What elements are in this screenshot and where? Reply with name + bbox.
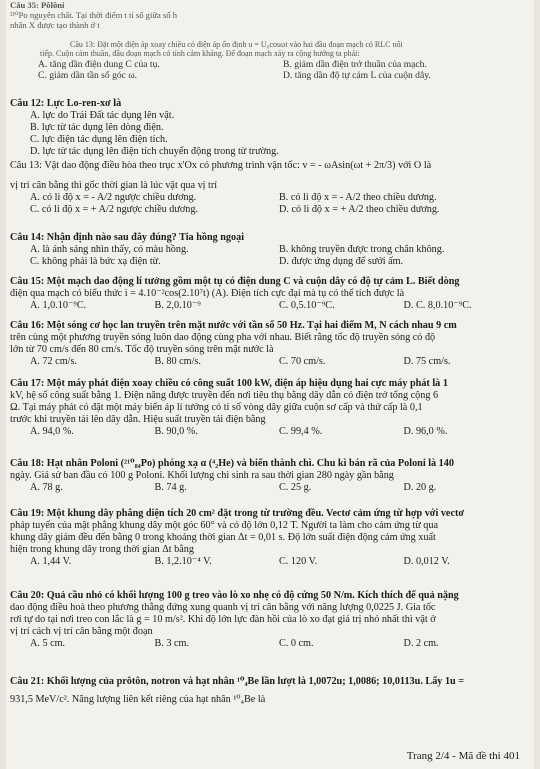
q14-option-a: A. là ánh sáng nhìn thấy, có màu hồng. [30, 244, 189, 256]
q13f-option-d: D. tăng dần độ tự cảm L của cuộn dây. [283, 70, 431, 82]
question-12 [10, 98, 528, 158]
question-15 [10, 276, 528, 312]
q17-option-d: D. 96,0 %. [403, 426, 448, 438]
question-18 [10, 458, 528, 494]
q15-option-d: D. C. 8,0.10⁻⁹C. [403, 300, 472, 312]
q13f-option-c: C. giảm dần tần số góc ω. [38, 70, 138, 82]
question-14 [10, 232, 528, 268]
q20-option-c: C. 0 cm. [279, 638, 314, 650]
exam-page [6, 0, 534, 769]
q14-option-c: C. không phải là bức xạ điện từ. [30, 256, 161, 268]
q17-option-b: B. 90,0 %. [154, 426, 198, 438]
q19-stem-3: khung dây giảm đều đến bằng 0 trong khoảng thời gian Δt = 0,01 s. Độ lớn suất điện động cảm ứng xuất [10, 532, 436, 544]
q18-stem-1: Câu 18: Hạt nhân Poloni (²¹⁰₈₄Po) phóng xạ α (⁴₂He) và biến thành chì. Chu kì bán rã của Poloni là 140 [10, 458, 454, 469]
q19-option-b: B. 1,2.10⁻⁴ V. [154, 556, 212, 568]
header-fragment [10, 0, 528, 30]
q20-option-a: A. 5 cm. [30, 638, 66, 650]
page-footer: Trang 2/4 - Mã đề thi 401 [406, 750, 520, 763]
q16-option-d: D. 75 cm/s. [403, 356, 451, 368]
q15-option-b: B. 2,0.10⁻⁹ [154, 300, 201, 312]
header-line-3: nhân X được tạo thành ở t [10, 20, 100, 31]
q12-option-d: D. lực từ tác dụng lên điện tích chuyển động trong từ trường. [30, 146, 279, 158]
q14-option-b: B. không truyền được trong chân không. [279, 244, 445, 256]
q19-option-a: A. 1,44 V. [30, 556, 72, 568]
q15-stem-2: điện qua mạch có biểu thức i = 4.10⁻²cos(2.10⁷t) (A). Điện tích cực đại mà tụ có thể tích được là [10, 288, 405, 300]
q19-stem-2: pháp tuyến của mặt phẳng khung dây một góc 60° và có độ lớn 0,12 T. Người ta làm cho cảm ứng từ qua [10, 520, 438, 532]
question-19 [10, 508, 528, 568]
q13-option-d: D. có li độ x = + A/2 theo chiều dương. [279, 204, 440, 216]
q18-option-c: C. 25 g. [279, 482, 312, 494]
q18-option-d: D. 20 g. [403, 482, 437, 494]
q15-stem-1: Câu 15: Một mạch dao động lí tưởng gồm một tụ có điện dung C và cuộn dây có độ tự cảm L. Biết dòng [10, 276, 460, 287]
q17-stem-3: Ω. Tại máy phát có đặt một máy biến áp lí tưởng có tỉ số vòng dây giữa cuộn sơ cấp và thứ cấp là 0,1 [10, 402, 423, 414]
q20-stem-4: vị trí cách vị trí cân bằng một đoạn [10, 626, 153, 638]
question-13 [10, 160, 528, 216]
q12-option-c: C. lực điện tác dụng lên điện tích. [30, 134, 168, 146]
q16-option-a: A. 72 cm/s. [30, 356, 77, 368]
q13-fragment-line-b: tiếp. Cuộn cảm thuần, đầu đoạn mạch có tính cảm kháng. Để đoạn mạch xảy ra cộng hưởng ta phải: [40, 49, 360, 59]
q12-stem: Câu 12: Lực Lo-ren-xơ là [10, 98, 122, 109]
q19-stem-4: hiện trong khung dây trong thời gian Δt bằng [10, 544, 194, 556]
q13-stem-1: Câu 13: Vật dao động điều hòa theo trục x'Ox có phương trình vận tốc: v = - ωAsin(ωt + 2π/3) với O là [10, 160, 432, 171]
q17-stem-4: trước khi truyền tải lên dây dẫn. Hiệu suất truyền tải điện bằng [10, 414, 266, 426]
q20-stem-3: rơi tự do tại nơi treo con lắc là g = 10 m/s². Khi độ lớn lực đàn hồi của lò xo đạt giá trị nhỏ nhất thì vật ở [10, 614, 436, 626]
question-21 [10, 676, 528, 706]
question-17 [10, 378, 528, 438]
header-line-2: ²¹⁰Po nguyên chất. Tại thời điểm t tỉ số giữa số h [10, 10, 178, 21]
q19-stem-1: Câu 19: Một khung dây phẳng diện tích 20 cm² đặt trong từ trường đều. Vectơ cảm ứng từ hợp với vectơ [10, 508, 464, 519]
q14-option-d: D. được ứng dụng để sưởi ấm. [279, 256, 404, 268]
q17-stem-1: Câu 17: Một máy phát điện xoay chiều có công suất 100 kW, điện áp hiệu dụng hai cực máy phát là 1 [10, 378, 448, 389]
q17-stem-2: kV, hệ số công suất bằng 1. Điện năng được truyền đến nơi tiêu thụ bằng dây dẫn có điện trở tổng cộng 6 [10, 390, 439, 402]
q13-stem-2: vị trí cân bằng thì gốc thời gian là lúc vật qua vị trí [10, 180, 218, 192]
q18-option-a: A. 78 g. [30, 482, 63, 494]
q21-stem-1: Câu 21: Khối lượng của prôtôn, notron và hạt nhân ¹⁰₄Be lần lượt là 1,0072u; 1,0086; 10,0113u. Lấy 1u = [10, 676, 465, 687]
q13-fragment [10, 40, 528, 82]
q12-option-b: B. lực từ tác dụng lên dòng điện. [30, 122, 164, 134]
q18-option-b: B. 74 g. [154, 482, 187, 494]
q13f-option-b: B. giảm dần điện trở thuần của mạch. [283, 58, 427, 70]
q13-option-b: B. có li độ x = - A/2 theo chiều dương. [279, 192, 437, 204]
q13-fragment-line-a: Câu 13: Đặt một điện áp xoay chiều có điện áp ổn định u = U₀cosωt vào hai đầu đoạn mạch có RLC nối [70, 40, 403, 49]
q17-option-c: C. 99,4 %. [279, 426, 323, 438]
q13f-option-a: A. tăng dần điện dung C của tụ. [38, 58, 160, 70]
q15-option-c: C. 0,5.10⁻⁹C. [279, 300, 335, 312]
q17-option-a: A. 94,0 %. [30, 426, 74, 438]
q20-option-b: B. 3 cm. [154, 638, 190, 650]
q18-stem-2: ngày. Giả sử ban đầu có 100 g Poloni. Khối lượng chì sinh ra sau thời gian 280 ngày gần bằng [10, 470, 394, 482]
header-line-1: Câu 35: Pôlôni [10, 0, 65, 10]
q14-stem: Câu 14: Nhận định nào sau đây đúng? Tia hồng ngoại [10, 232, 245, 243]
question-20 [10, 590, 528, 650]
q16-option-c: C. 70 cm/s. [279, 356, 326, 368]
q19-option-d: D. 0,012 V. [403, 556, 450, 568]
q20-stem-1: Câu 20: Quả cầu nhỏ có khối lượng 100 g treo vào lò xo nhẹ có độ cứng 50 N/m. Kích thích để quả nặng [10, 590, 459, 601]
q20-stem-2: dao động điều hoà theo phương thẳng đứng xung quanh vị trí cân bằng với năng lượng 0,0225 J. Gia tốc [10, 602, 436, 614]
q19-option-c: C. 120 V. [279, 556, 318, 568]
question-16 [10, 320, 528, 368]
q16-stem-1: Câu 16: Một sóng cơ học lan truyền trên mặt nước với tần số 50 Hz. Tại hai điểm M, N cách nhau 9 cm [10, 320, 457, 331]
q13-option-c: C. có li độ x = + A/2 ngược chiều dương. [30, 204, 198, 216]
q15-option-a: A. 1,0.10⁻⁹C. [30, 300, 87, 312]
q12-option-a: A. lực do Trái Đất tác dụng lên vật. [30, 110, 175, 122]
q20-option-d: D. 2 cm. [403, 638, 439, 650]
q16-stem-3: lớn từ 70 cm/s đến 80 cm/s. Tốc độ truyền sóng trên mặt nước là [10, 344, 274, 356]
q16-option-b: B. 80 cm/s. [154, 356, 201, 368]
q16-stem-2: trên cùng một phương truyền sóng luôn dao động cùng pha với nhau. Biết rằng tốc độ truyền sóng có độ [10, 332, 436, 344]
q21-stem-2: 931,5 MeV/c². Năng lượng liên kết riêng của hạt nhân ¹⁰₄Be là [10, 694, 266, 706]
q13-option-a: A. có li độ x = - A/2 ngược chiều dương. [30, 192, 197, 204]
